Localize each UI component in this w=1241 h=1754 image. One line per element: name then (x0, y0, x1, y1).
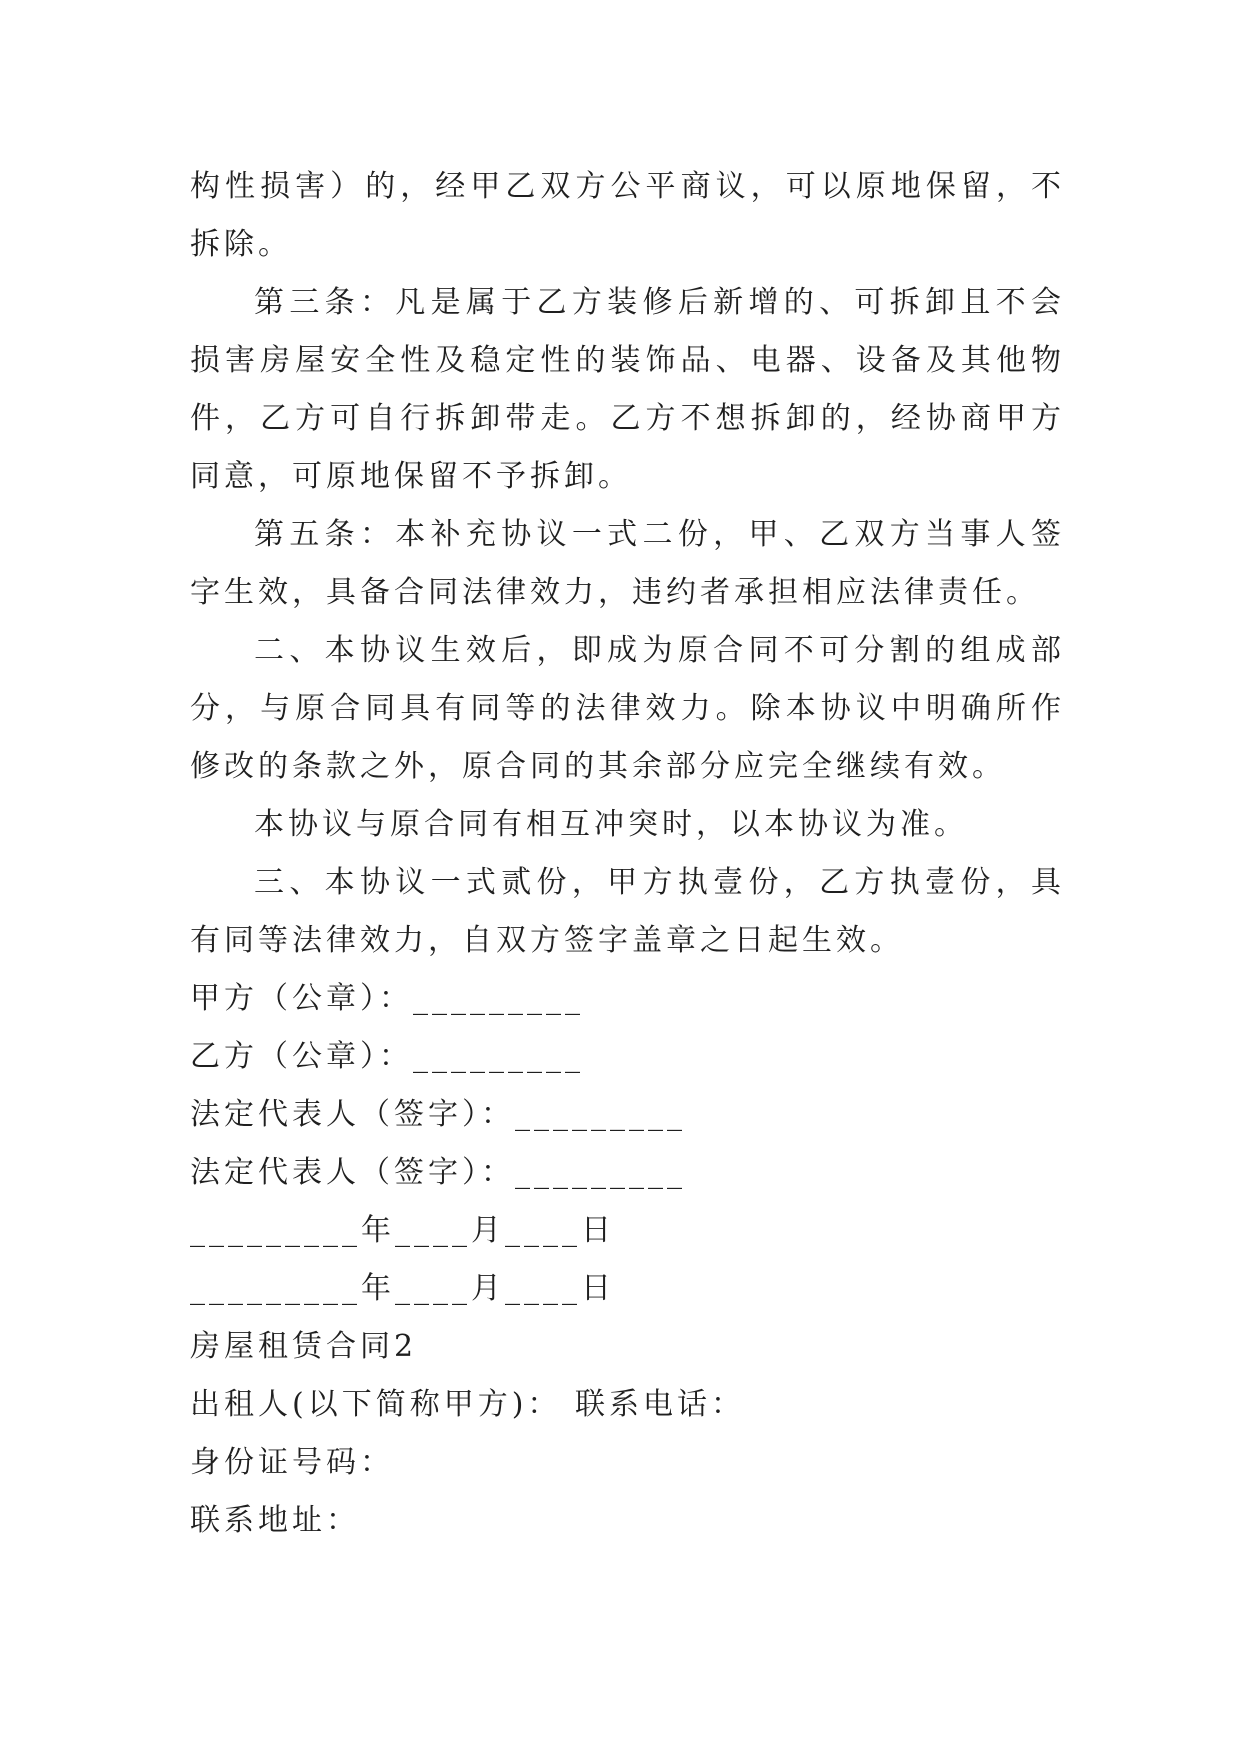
contract-2-address: 联系地址： (190, 1503, 360, 1538)
paragraph-section-3: 三、本协议一式贰份，甲方执壹份，乙方执壹份，具有同等法律效力，自双方签字盖章之日起生效。 (190, 865, 1065, 958)
signature-representative-2: 法定代表人（签字）：_________ (190, 1155, 686, 1190)
contract-2-lessor-line: 出租人(以下简称甲方)： 联系电话： (190, 1387, 745, 1422)
contract-2-id-number: 身份证号码： (190, 1445, 394, 1480)
signature-representative-1: 法定代表人（签字）：_________ (190, 1097, 686, 1132)
paragraph-section-2: 二、本协议生效后，即成为原合同不可分割的组成部分，与原合同具有同等的法律效力。除本协议中明确所作修改的条款之外，原合同的其余部分应完全继续有效。 (190, 633, 1065, 784)
signature-party-b: 乙方（公章）：_________ (190, 1039, 584, 1074)
paragraph-article-5: 第五条：本补充协议一式二份，甲、乙双方当事人签字生效，具备合同法律效力，违约者承担相应法律责任。 (190, 517, 1065, 610)
paragraph-conflict-clause: 本协议与原合同有相互冲突时，以本协议为准。 (254, 807, 968, 842)
signature-date-1: _________年____月____日 (190, 1213, 615, 1248)
signature-party-a: 甲方（公章）：_________ (190, 981, 584, 1016)
paragraph-article-3: 第三条：凡是属于乙方装修后新增的、可拆卸且不会损害房屋安全性及稳定性的装饰品、电器、设备及其他物件，乙方可自行拆卸带走。乙方不想拆卸的，经协商甲方同意，可原地保留不予拆卸。 (190, 285, 1065, 494)
signature-date-2: _________年____月____日 (190, 1271, 615, 1306)
paragraph-continuation: 构性损害）的，经甲乙双方公平商议，可以原地保留，不拆除。 (190, 169, 1065, 262)
contract-2-title: 房屋租赁合同2 (190, 1329, 418, 1364)
document-body (190, 158, 1065, 1550)
